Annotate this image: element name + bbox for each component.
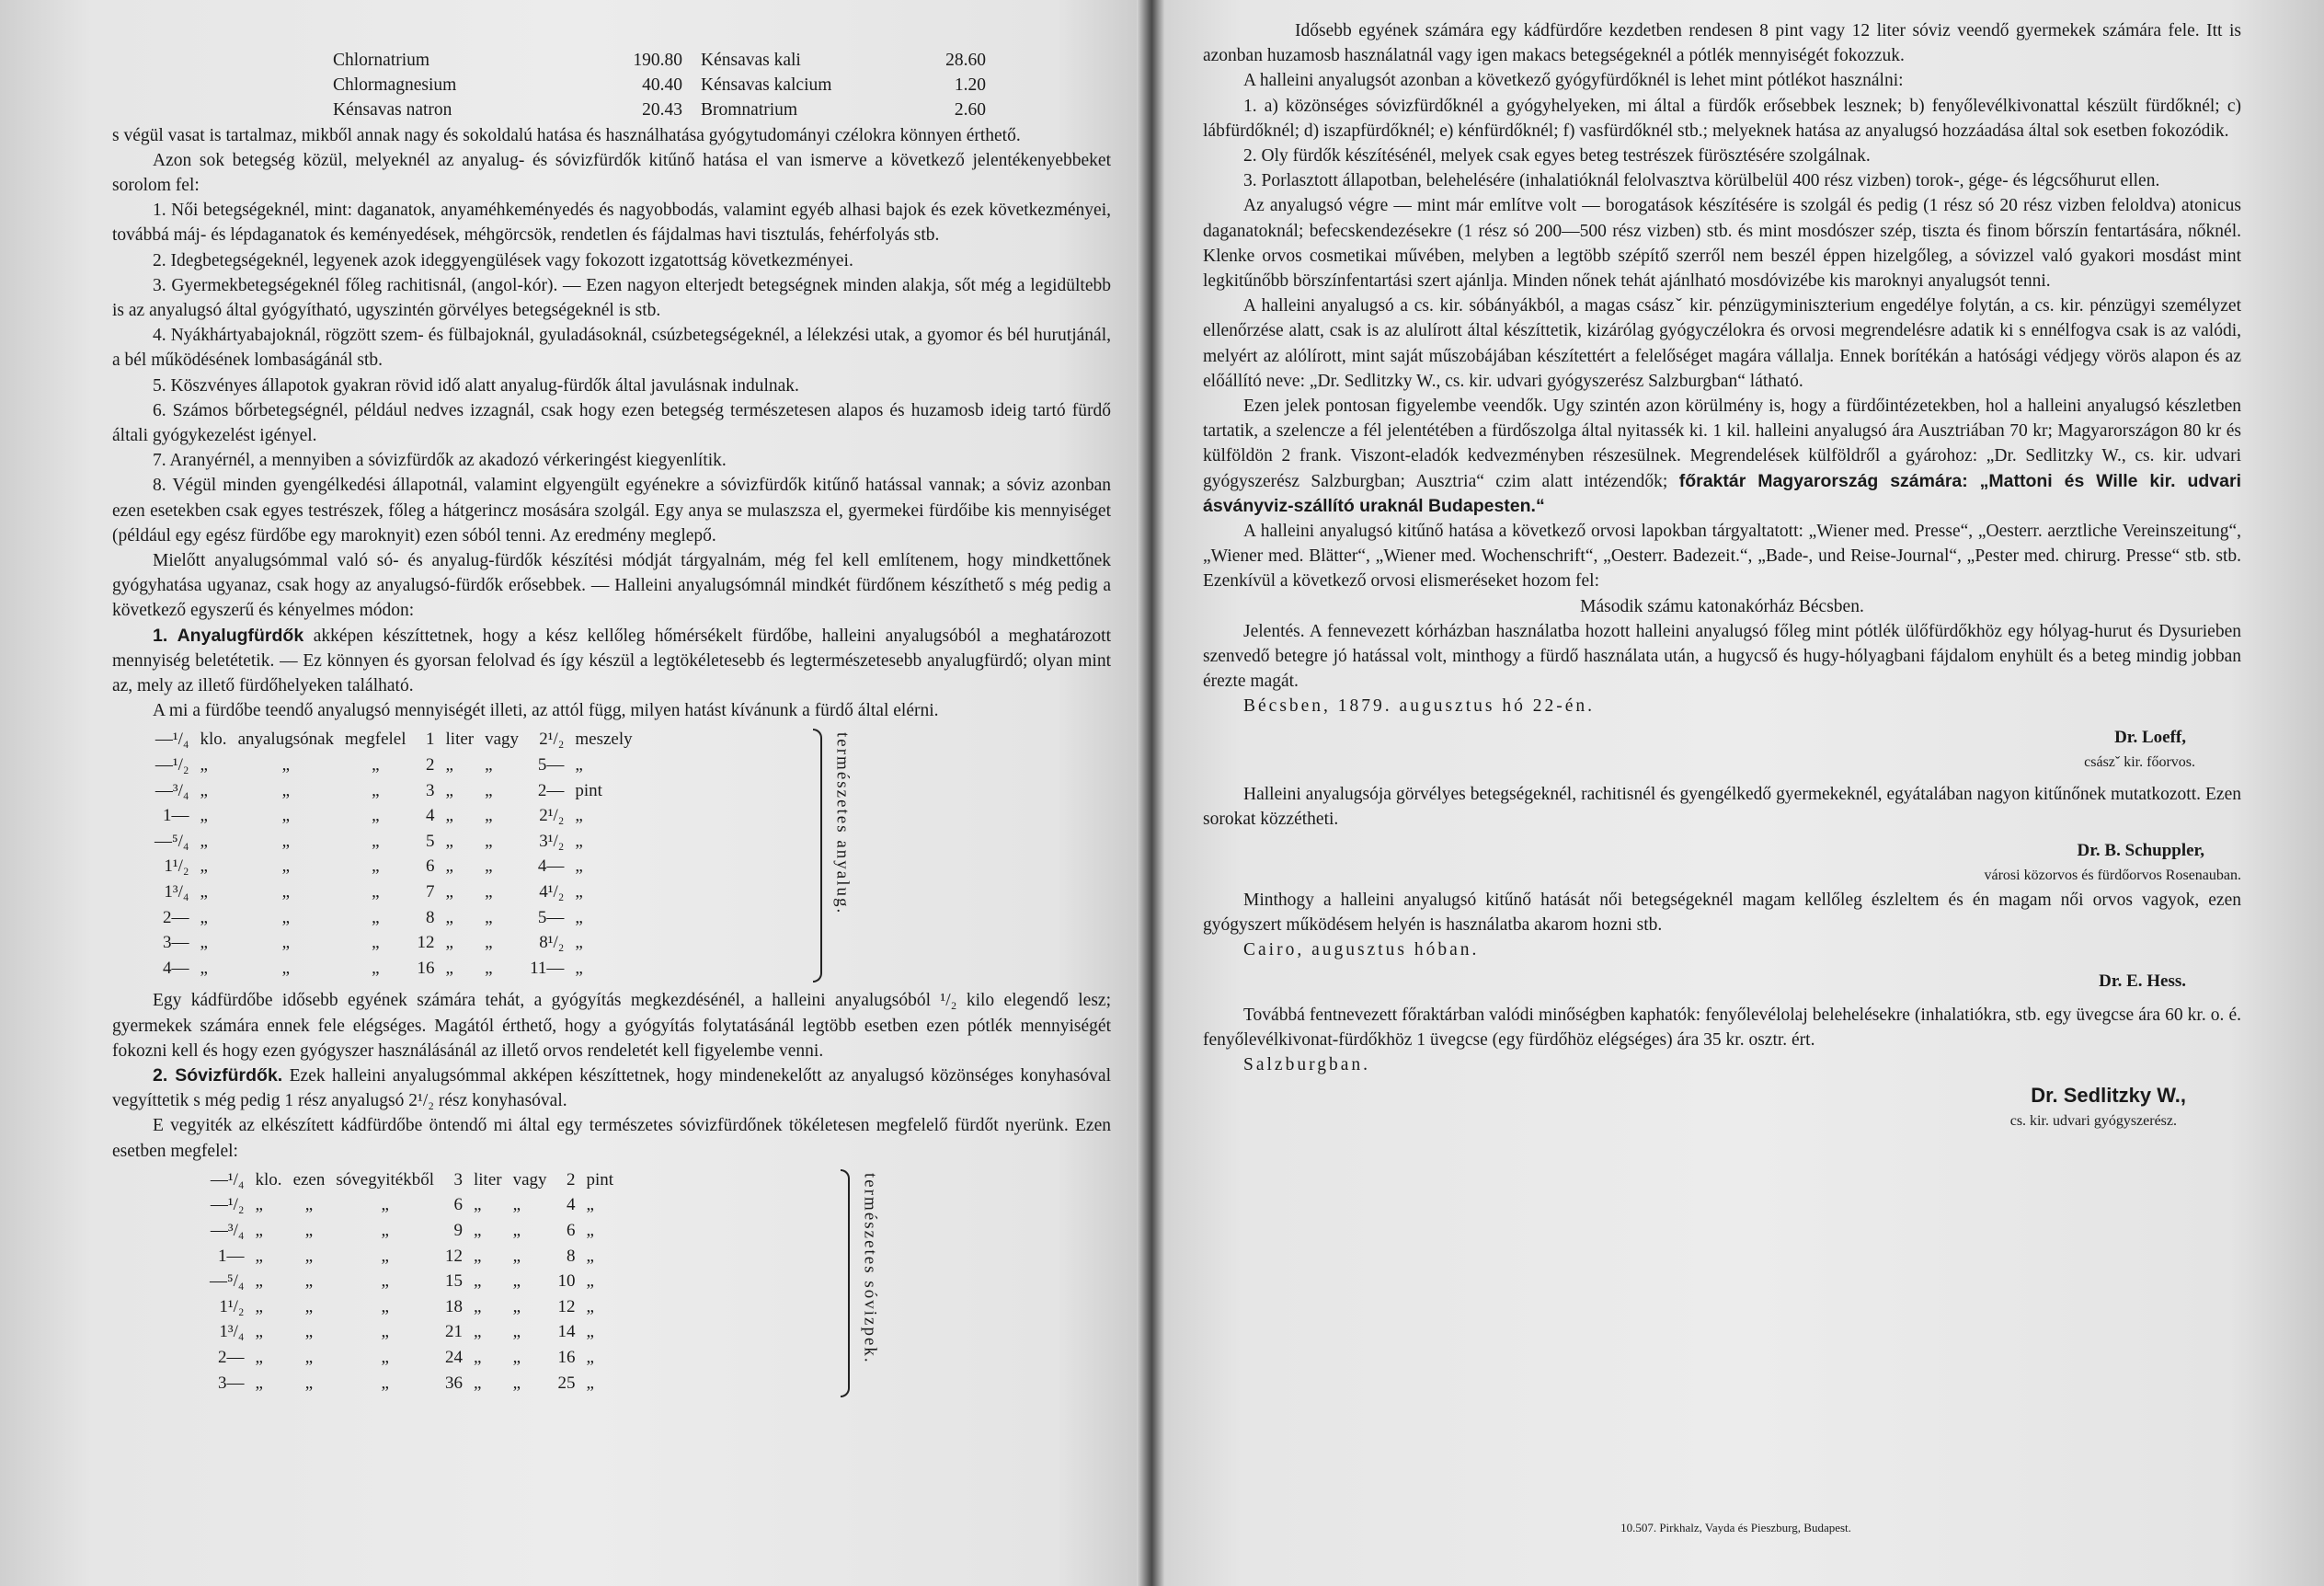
dose-cell: „: [445, 755, 453, 776]
dose-cell: „: [445, 933, 453, 953]
dose-cell: „: [473, 1322, 482, 1342]
chem-value: 1.20: [954, 75, 986, 96]
dose-cell: 24: [444, 1348, 463, 1367]
dose-row: [204, 1319, 619, 1345]
dose-cell: „: [372, 907, 380, 927]
paragraph: Mielőtt anyalugsómmal való só- és anyalug-fürdők készítési módját tárgyalnám, még fel kell említenem, hogy mindkettőnek gyógyhatása ugyanaz, csak hogy az anyalugsó-fürdők erősebbek. — Halleini anyalugsómnál mindkét fürdőnem készíthető s még pedig a következő egyszerű és kényelmes módon:: [112, 551, 1111, 621]
dose-cell: „: [445, 831, 453, 851]
dose-cell: 2—: [163, 907, 189, 927]
chem-value: 190.80: [633, 51, 682, 70]
dose-cell: „: [586, 1322, 594, 1342]
dose-cell: liter: [473, 1169, 502, 1190]
dose-cell: pint: [586, 1169, 614, 1190]
dose-table-sovizpek: [204, 1167, 1111, 1396]
dose-cell: 8¹/₂: [539, 933, 565, 953]
dose-row: [149, 829, 638, 855]
dose-row: [204, 1294, 619, 1320]
dose-cell: „: [575, 755, 583, 776]
dose-cell: 2: [426, 755, 435, 776]
dose-row: [149, 753, 638, 778]
dose-cell: „: [281, 806, 291, 826]
dose-cell: 4—: [537, 856, 565, 877]
dose-cell: „: [485, 958, 493, 978]
paragraph-text: Ezek halleini anyalugsómmal akképen készíttetnek, hogy mindenekelőtt az anyalugsó közönséges konyhasóval vegyíttetik s még pedig 1 rész anyalugsó 2¹/₂ rész konyhasóval.: [112, 1066, 1111, 1111]
dose-cell: „: [575, 907, 583, 927]
dose-cell: „: [372, 831, 380, 851]
paragraph: Minthogy a halleini anyalugsó kitűnő hatását női betegségeknél magam kellőleg észleltem és én magam női orvos vagyok, ezen gyógyszert működésem helyén is használatba akarom hozni stb.: [1203, 890, 2241, 936]
dose-cell: „: [255, 1322, 263, 1342]
dose-cell: vagy: [512, 1169, 547, 1190]
dose-cell: „: [575, 831, 583, 851]
place-date: Bécsben, 1879. augusztus hó 22-én.: [1243, 696, 1595, 717]
chem-value: 40.40: [642, 75, 682, 96]
dose-cell: „: [255, 1348, 263, 1367]
chem-name: Bromnatrium: [701, 100, 798, 121]
dose-cell: „: [473, 1246, 482, 1266]
dose-cell: 9: [453, 1221, 463, 1241]
dose-cell: —¹/₄: [210, 1169, 245, 1190]
dose-cell: 6: [453, 1195, 463, 1215]
paragraph: 1. Női betegségeknél, mint: daganatok, anyaméhkeményedés és nagyobbodás, valamint egyéb alhasi bajok és ezek következményei, továbbá máj- és lépdaganatok és keményedések, méhgörcsök, rendetlen és fájdalmas havi tisztulás, fehérfolyás stb.: [112, 201, 1111, 246]
paragraph: Az anyalugsó végre — mint már említve volt — borogatások készítésére is szolgál és pedig (1 rész só 20 rész vizben feloldva) atonicus daganatoknál; befecskendezésekre (1 rész só 200—500 rész vizben) stb. és mint mosdószer szép, tiszta és finom bőrszín fentartására, nőknél. Klenke orvos cosmetikai művében, melyben a legtöbb szépítő szerről nem beszél éppen hizelgőleg, a sóvizzel való gyakori mosdást mint legkitűnőbb börszínfentartási szert ajánlja. Minden nőnek tehát ajánlható mosdóvizébe kis maroknyi anyalugsót tenni.: [1203, 196, 2241, 292]
dose-cell: „: [255, 1195, 263, 1215]
dose-cell: „: [586, 1246, 594, 1266]
paragraph: A halleini anyalugsó a cs. kir. sóbányákból, a magas császˇ kir. pénzügyminiszterium engedélye folytán, a cs. kir. pénzügyi személyzet ellenőrzése alatt, csak is az alulírott által készíttetik, kizárólag gyógyczélokra és orvosi megrendelésre adatik ki s ennélfogva csak is az valódi, melyért az alólírott, mint saját műszobájában készítettért a felelőséget magára vállalja. Ennek borítékán a hatósági védjegy vörös alapon és az előállító neve: „Dr. Sedlitzky W., cs. kir. udvari gyógyszerész Salzburgban“ látható.: [1203, 296, 2241, 391]
dose-cell: „: [372, 933, 380, 953]
dose-cell: „: [445, 882, 453, 902]
dose-cell: „: [281, 856, 291, 877]
dose-cell: „: [473, 1373, 482, 1393]
dose-cell: „: [200, 907, 208, 927]
dose-cell: „: [512, 1322, 521, 1342]
dose-row: [149, 905, 638, 931]
dose-cell: 7: [426, 882, 435, 902]
dose-cell: 1³/₄: [164, 882, 189, 902]
dose-cell: „: [445, 856, 453, 877]
dose-cell: „: [485, 856, 493, 877]
paragraph: 3. Porlasztott állapotban, belehelésére (inhalatióknál felolvasztva körülbelül 400 rész vizben) torok-, gége- és légcsőhurut ellen.: [1243, 171, 2160, 191]
dose-cell: „: [304, 1221, 314, 1241]
dose-cell: 12: [417, 933, 435, 953]
paragraph: Idősebb egyének számára egy kádfürdőre kezdetben rendesen 8 pint vagy 12 liter sóviz veendő gyermekek számára fele. Itt is azonban huzamosb használatnál vagy igen makacs betegségeknél a pótlék mennyiségét fokozzuk.: [1203, 21, 2241, 66]
dose-cell: „: [586, 1271, 594, 1292]
dose-cell: „: [512, 1271, 521, 1292]
dose-cell: 8: [426, 907, 435, 927]
dose-cell: „: [255, 1221, 263, 1241]
left-page: [0, 0, 1148, 1586]
dose-cell: —¹/₂: [210, 1195, 245, 1215]
dose-cell: „: [485, 755, 493, 776]
dose-cell: „: [473, 1348, 482, 1367]
dose-cell: „: [586, 1373, 594, 1393]
dose-cell: 3: [426, 780, 435, 800]
chem-name: Kénsavas kalcium: [701, 75, 832, 96]
dose-table-anyalug: [149, 727, 1111, 981]
dose-cell: 36: [444, 1373, 463, 1393]
dose-cell: „: [512, 1373, 521, 1393]
dose-cell: „: [445, 958, 453, 978]
paragraph: 7. Aranyérnél, a mennyiben a sóvizfürdők az akadozó vérkeringést kiegyenlítik.: [153, 451, 727, 471]
dose-cell: 3: [453, 1169, 463, 1190]
dose-row: [149, 778, 638, 804]
dose-cell: 12: [557, 1296, 576, 1316]
dose-cell: 2—: [537, 780, 565, 800]
dose-cell: 14: [557, 1322, 576, 1342]
paragraph: 1. a) közönséges sóvizfürdőknél a gyógyhelyeken, mi által a fürdők erősebbek lesznek; b) fenyőlevélkivonattal készült fürdőknél; c) lábfürdőknél; d) iszapfürdőknél; e) kénfürdőknél; f) vasfürdőknél stb.; melyeknek hatása az anyalugsó hozzáadása által sok esetben fokozódik.: [1203, 96, 2241, 141]
dose-table-label: természetes anyalug.: [832, 732, 853, 915]
dose-cell: „: [586, 1348, 594, 1367]
dose-cell: „: [200, 780, 208, 800]
dose-cell: 2¹/₂: [539, 806, 565, 826]
dose-cell: 5—: [537, 755, 565, 776]
dose-cell: „: [281, 933, 291, 953]
dose-cell: „: [445, 806, 453, 826]
dose-cell: 1³/₄: [219, 1322, 245, 1342]
dose-cell: „: [255, 1296, 263, 1316]
dose-cell: „: [512, 1348, 521, 1367]
signature: Dr. B. Schuppler,: [2077, 840, 2204, 860]
dose-cell: „: [575, 958, 583, 978]
dose-cell: „: [200, 806, 208, 826]
dose-cell: „: [445, 780, 453, 800]
dose-cell: 6: [567, 1221, 576, 1241]
chem-value: 2.60: [954, 100, 986, 121]
paragraph: 8. Végül minden gyengélkedési állapotnál, valamint elgyengült egyénekre a sóvizfürdők kitűnő hatással vannak; a sóviz azonban ezen esetekben csak egyes testrészek, főleg a hátgerincz mosására szolgál. Egy anya se mulaszsza el, gyermekei fürdőibe kis mennyiséget (például egy egész fürdőbe egy maroknyit) ezen sóból tenni. Az eredmény meglepő.: [112, 476, 1111, 546]
dose-cell: 1¹/₂: [164, 856, 189, 877]
dose-cell: liter: [445, 730, 475, 750]
paragraph: A mi a fürdőbe teendő anyalugsó mennyiségét illeti, az attól függ, milyen hatást kívánunk a fürdő által elérni.: [153, 701, 939, 721]
dose-cell: 1—: [218, 1246, 245, 1266]
dose-cell: „: [200, 958, 208, 978]
dose-cell: meszely: [575, 730, 633, 750]
dose-cell: 15: [444, 1271, 463, 1292]
dose-cell: „: [575, 806, 583, 826]
dose-cell: „: [381, 1221, 389, 1241]
dose-cell: 11—: [530, 958, 565, 978]
dose-cell: „: [281, 882, 291, 902]
depot-notice: főraktár Magyarország számára: „Mattoni és Wille kir. udvari ásványviz-szállító uraknál Budapesten.“: [1203, 470, 2241, 516]
paragraph: 5. Köszvényes állapotok gyakran rövid idő alatt anyalug-fürdők által javulásnak indulnak.: [153, 375, 799, 396]
printer-imprint: 10.507. Pirkhalz, Vayda és Pieszburg, Budapest.: [1620, 1520, 1851, 1534]
dose-cell: „: [304, 1322, 314, 1342]
dose-cell: „: [281, 907, 291, 927]
dose-cell: vagy: [485, 730, 520, 750]
dose-row: [149, 854, 638, 879]
dose-cell: „: [485, 831, 493, 851]
dose-row: [149, 727, 638, 753]
paragraph: A halleini anyalugsót azonban a következő gyógyfürdőknél is lehet mint pótlékot használni:: [1243, 71, 1904, 91]
paragraph: 2. Idegbetegségeknél, legyenek azok ideggyengülések vagy fokozott izgatottság következményei.: [153, 250, 853, 270]
chem-name: Kénsavas kali: [701, 51, 801, 70]
dose-cell: 6: [426, 856, 435, 877]
dose-cell: „: [372, 806, 380, 826]
dose-cell: „: [586, 1221, 594, 1241]
dose-cell: 5—: [537, 907, 565, 927]
chem-value: 20.43: [642, 100, 682, 121]
dose-row: [204, 1167, 619, 1193]
dose-cell: „: [575, 856, 583, 877]
dose-cell: „: [255, 1373, 263, 1393]
dose-cell: 10: [557, 1271, 576, 1292]
paragraph: Azon sok betegség közül, melyeknél az anyalug- és sóvizfürdők kitűnő hatása el van ismerve a következő jelentékenyebbeket sorolom fel:: [112, 150, 1111, 196]
paragraph: 2. Oly fürdők készítésénél, melyek csak egyes beteg testrészek fürösztésére szolgálnak.: [1243, 146, 1871, 167]
chem-name: Chlormagnesium: [333, 75, 457, 96]
dose-cell: 1: [426, 730, 435, 750]
signature: Dr. Loeff,: [2114, 727, 2186, 747]
dose-cell: „: [372, 882, 380, 902]
right-page: [1148, 0, 2324, 1586]
dose-cell: 21: [444, 1322, 463, 1342]
dose-cell: „: [381, 1271, 389, 1292]
paragraph: Jelentés. A fennevezett kórházban használatba hozott halleini anyalugsó főleg mint pótlék ülőfürdőkhöz egy hólyag-hurut és Dysurieben szenvedő betegre jó hatással volt, minthogy a fürdő használata után, a hugycső és hugy-hólyagbani fájdalom enyhült és a beteg mindig jobban érezte magát.: [1203, 621, 2241, 692]
dose-cell: „: [200, 755, 208, 776]
dose-cell: ezen: [292, 1169, 326, 1190]
dose-cell: „: [381, 1195, 389, 1215]
dose-cell: —⁵/₄: [210, 1271, 245, 1292]
dose-cell: „: [200, 933, 208, 953]
dose-cell: —¹/₂: [155, 755, 189, 776]
dose-row: [204, 1192, 619, 1218]
paragraph: A halleini anyalugsó kitűnő hatása a következő orvosi lapokban tárgyaltatott: „Wiener med. Presse“, „Oesterr. aerztliche Vereinszeitung“, „Wiener med. Blätter“, „Wiener med. Wochenschrift“, „Oesterr. Badezeit.“, „Bade-, und Reise-Journal“, „Pester med. chirurg. Presse“ stb. stb. Ezenkívül a következő orvosi elismeréseket hozom fel:: [1203, 522, 2241, 592]
dose-cell: 4: [426, 806, 435, 826]
signature-title: császˇ kir. főorvos.: [2084, 753, 2195, 770]
dose-cell: „: [200, 882, 208, 902]
dose-cell: „: [512, 1296, 521, 1316]
dose-cell: „: [512, 1221, 521, 1241]
place-date: Cairo, augusztus hóban.: [1243, 940, 1480, 960]
dose-cell: „: [304, 1246, 314, 1266]
dose-cell: 3—: [163, 933, 189, 953]
paragraph: 4. Nyákhártyabajoknál, rögzött szem- és fülbajoknál, gyuladásoknál, csúzbetegségeknél, a lélekzési utak, a gyomor és bél hurutjánál, a bél működésének lombaságánál stb.: [112, 326, 1111, 371]
dose-cell: —⁵/₄: [155, 831, 189, 851]
dose-row: [149, 956, 638, 982]
paragraph: Halleini anyalugsója görvélyes betegségeknél, rachitisnél és gyengélkedő gyermekeknél, egyátalában nagyon kitűnőnek mutatkozott. Ezen sorokat közzétheti.: [1203, 785, 2241, 830]
dose-cell: klo.: [200, 730, 227, 750]
dose-cell: „: [281, 831, 291, 851]
dose-cell: „: [372, 856, 380, 877]
dose-cell: —³/₄: [155, 780, 189, 800]
dose-cell: „: [485, 907, 493, 927]
dose-cell: „: [473, 1221, 482, 1241]
section-heading: 1. Anyalugfürdők: [153, 625, 304, 646]
dose-cell: 18: [444, 1296, 463, 1316]
chem-value: 28.60: [945, 51, 986, 70]
dose-cell: „: [485, 806, 493, 826]
chem-name: Kénsavas natron: [333, 100, 452, 121]
dose-cell: „: [381, 1373, 389, 1393]
dose-cell: pint: [575, 780, 602, 800]
dose-cell: „: [281, 780, 291, 800]
paragraph: E vegyiték az elkészített kádfürdőbe öntendő mi által egy természetes sóvizfürdőnek tökéletesen megfelelő fürdőt nyerünk. Ezen esetben megfelel:: [112, 1116, 1111, 1161]
paragraph: [112, 1063, 1111, 1113]
book-gutter: [1137, 0, 1164, 1586]
dose-cell: 12: [444, 1246, 463, 1266]
dose-cell: 4: [567, 1195, 576, 1215]
brace: [813, 729, 822, 983]
dose-cell: „: [200, 831, 208, 851]
dose-cell: 16: [557, 1348, 576, 1367]
dose-cell: „: [381, 1348, 389, 1367]
dose-cell: „: [381, 1322, 389, 1342]
dose-cell: „: [473, 1296, 482, 1316]
dose-cell: „: [445, 907, 453, 927]
dose-cell: 2—: [218, 1348, 245, 1367]
paragraph: Egy kádfürdőbe idősebb egyének számára tehát, a gyógyítás megkezdésénél, a halleini anyalugsóból ¹/₂ kilo elegendő lesz; gyermekek számára ennek fele elégséges. Magától érthető, hogy a gyógyítás folytatásánál legtöbb esetben ezen pótlék mennyiségét fokozni kell és hogy ezen gyógyszer használásánál az illető orvos rendeletét kell figyelembe venni.: [112, 991, 1111, 1061]
paragraph: Továbbá fentnevezett főraktárban valódi minőségben kaphatók: fenyőlevélolaj belehelésekre (inhalatiókra, stb. egy üvegcse ára 60 kr. o. é. fenyőlevélkivonat-fürdőkhöz 1 üvegcse (egy fürdőhöz elégséges) ára 35 kr. osztr. ért.: [1203, 1005, 2241, 1050]
dose-cell: 4¹/₂: [539, 882, 565, 902]
dose-cell: anyalugsónak: [237, 730, 335, 750]
dose-cell: 4—: [163, 958, 189, 978]
signature: Dr. E. Hess.: [2099, 971, 2186, 991]
dose-cell: „: [473, 1271, 482, 1292]
dose-cell: 8: [567, 1246, 576, 1266]
dose-cell: „: [473, 1195, 482, 1215]
paragraph-text: akképen készíttetnek, hogy a kész kellőleg hőmérsékelt fürdőbe, halleini anyalugsóból a meghatározott mennyiség beletétetik. — Ez könnyen és gyorsan felolvad és így készül a legtökéletesebb és legtermészetesebb anyalugfürdő; olyan mint az, mely az illető fürdőhelyeken található.: [112, 626, 1112, 696]
dose-row: [149, 879, 638, 905]
dose-cell: „: [304, 1373, 314, 1393]
dose-cell: „: [512, 1195, 521, 1215]
dose-cell: „: [281, 755, 291, 776]
dose-row: [149, 803, 638, 829]
place-date: Salzburgban.: [1243, 1055, 1370, 1075]
dose-row: [204, 1345, 619, 1371]
dose-cell: 5: [426, 831, 435, 851]
dose-row: [204, 1244, 619, 1270]
dose-cell: „: [372, 755, 380, 776]
dose-cell: megfelel: [345, 730, 406, 750]
signature: Dr. Sedlitzky W.,: [2031, 1084, 2186, 1108]
dose-cell: klo.: [255, 1169, 282, 1190]
dose-cell: 25: [557, 1373, 576, 1393]
dose-cell: —¹/₄: [155, 730, 189, 750]
dose-cell: „: [255, 1246, 263, 1266]
dose-cell: „: [304, 1195, 314, 1215]
dose-cell: „: [381, 1296, 389, 1316]
brace: [841, 1169, 850, 1397]
dose-cell: „: [255, 1271, 263, 1292]
dose-row: [204, 1218, 619, 1244]
dose-cell: 2¹/₂: [539, 730, 565, 750]
dose-cell: „: [575, 882, 583, 902]
chem-name: Chlornatrium: [333, 51, 430, 70]
dose-cell: „: [512, 1246, 521, 1266]
dose-row: [149, 930, 638, 956]
dose-cell: „: [381, 1246, 389, 1266]
paragraph: 6. Számos bőrbetegségnél, például nedves izzagnál, csak hogy ezen betegség természetesen alapos és huzamosb ideig tartó fürdő általi gyógykezelést igényel.: [112, 400, 1111, 446]
dose-cell: 3—: [218, 1373, 245, 1393]
dose-cell: „: [485, 933, 493, 953]
paragraph: [112, 624, 1111, 699]
chemistry-table: [333, 48, 1111, 123]
signature-title: cs. kir. udvari gyógyszerész.: [2009, 1112, 2177, 1129]
dose-cell: „: [200, 856, 208, 877]
signature-title: városi közorvos és fürdőorvos Rosenauban.: [1984, 867, 2241, 883]
dose-cell: 1¹/₂: [219, 1296, 245, 1316]
dose-cell: „: [372, 780, 380, 800]
dose-cell: 3¹/₂: [539, 831, 565, 851]
dose-cell: „: [485, 882, 493, 902]
paragraph: [1203, 394, 2241, 519]
dose-cell: „: [304, 1348, 314, 1367]
section-heading: 2. Sóvizfürdők.: [153, 1065, 283, 1086]
dose-cell: 1—: [163, 806, 189, 826]
dose-cell: —³/₄: [210, 1221, 245, 1241]
dose-cell: „: [372, 958, 380, 978]
dose-cell: 16: [417, 958, 435, 978]
dose-table-label: természetes sóvizpek.: [860, 1172, 880, 1364]
paragraph: 3. Gyermekbetegségeknél főleg rachitisnál, (angol-kór). — Ezen nagyon elterjedt betegségnek minden alakja, sőt még a legidültebb is az anyalugsó által gyógyítható, ugyszintén görvélyes betegségeknél is stb.: [112, 275, 1111, 321]
dose-cell: „: [304, 1296, 314, 1316]
dose-cell: „: [586, 1296, 594, 1316]
dose-cell: sóvegyitékből: [336, 1169, 434, 1190]
dose-row: [204, 1269, 619, 1294]
paragraph-text: Ezen jelek pontosan figyelembe veendők. Ugy szintén azon körülmény is, hogy a fürdőintézetekben, hol a halleini anyalugsó készletben tartatik, a szelencze a fél jelentétében a fürdőszolga által nyitassék ki. 1 kil. halleini anyalugsó ára Ausztriában 70 kr; Magyarországon 80 kr és külföldön 2 frank. Viszont-eladók kedvezményben részesülnek. Megrendelések külföldről a gyárohoz: „Dr. Sedlitzky W., cs. kir. udvari gyógyszerész Salzburgban; Ausztria“ czim alatt intézendők;: [1203, 396, 2241, 491]
hospital-heading: Második számu katonakórház Bécsben.: [1580, 596, 1864, 616]
dose-row: [204, 1371, 619, 1396]
dose-cell: „: [281, 958, 291, 978]
paragraph: s végül vasat is tartalmaz, mikből annak nagy és sokoldalú hatása és használhatása gyógytudományi czélokra könnyen érthető.: [112, 125, 1021, 145]
dose-cell: „: [304, 1271, 314, 1292]
dose-cell: „: [575, 933, 583, 953]
dose-cell: 2: [567, 1169, 576, 1190]
dose-cell: „: [485, 780, 493, 800]
dose-cell: „: [586, 1195, 594, 1215]
